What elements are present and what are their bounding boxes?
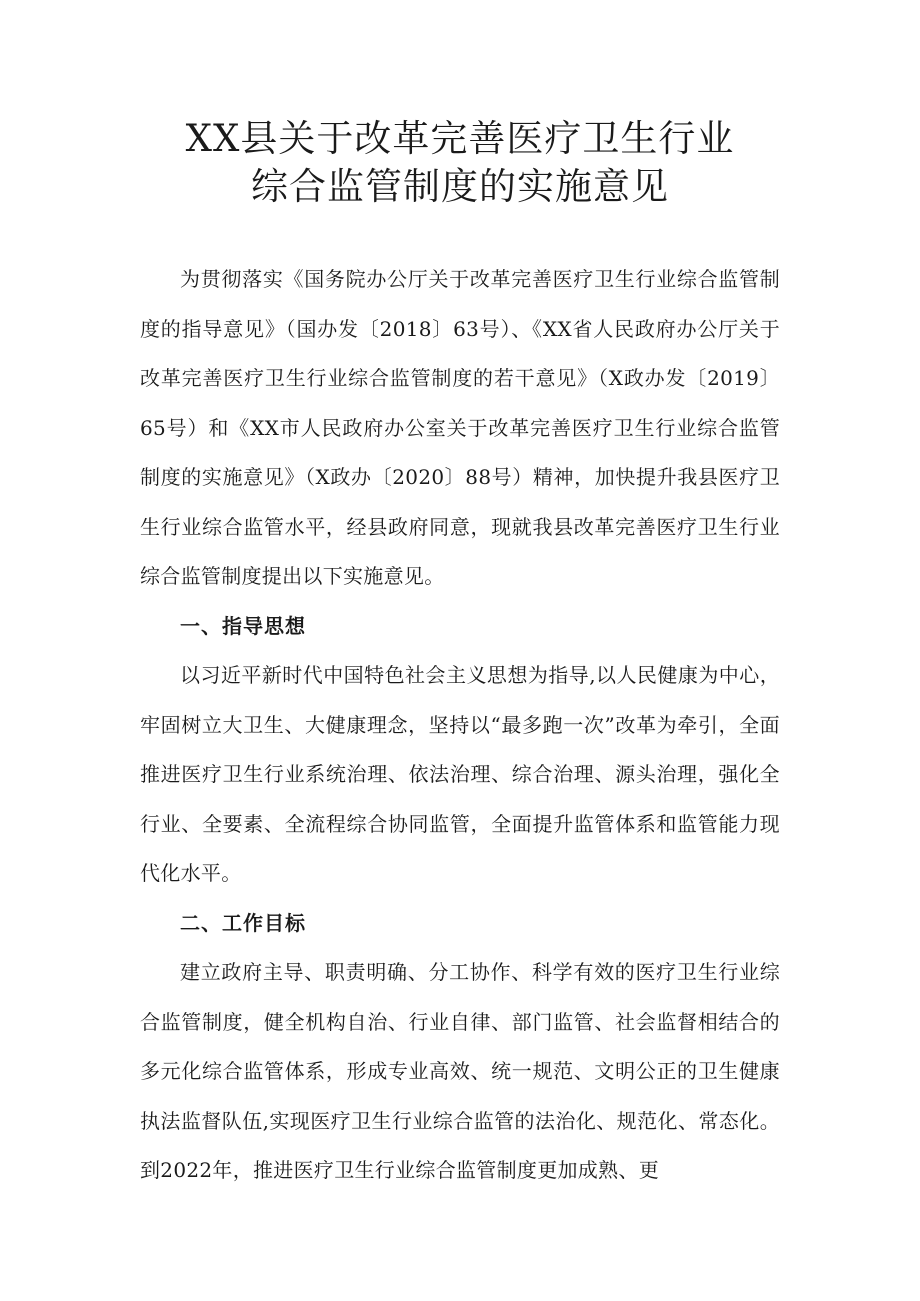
section-heading-work-goals: 二、工作目标 — [180, 910, 306, 935]
intro-paragraph: 为贯彻落实《国务院办公厅关于改革完善医疗卫生行业综合监管制度的指导意见》（国办发〔2018〕63号）、《XX省人民政府办公厅关于改革完善医疗卫生行业综合监管制度的若干意见》（X政办发〔2019〕65号）和《XX市人民政府办公室关于改革完善医疗卫生行业综合监管制度的实施意见》（X政办〔2020〕88号）精神，加快提升我县医疗卫生行业综合监管水平，经县政府同意，现就我县改革完善医疗卫生行业综合监管制度提出以下实施意见。 — [140, 267, 780, 588]
section-paragraph-work-goals: 建立政府主导、职责明确、分工协作、科学有效的医疗卫生行业综合监管制度，健全机构自治、行业自律、部门监管、社会监督相结合的多元化综合监管体系，形成专业高效、统一规范、文明公正的卫生健康执法监督队伍,实现医疗卫生行业综合监管的法治化、规范化、常态化。到2022年，推进医疗卫生行业综合监管制度更加成熟、更 — [140, 960, 780, 1182]
section-paragraph-guiding-ideology: 以习近平新时代中国特色社会主义思想为指导,以人民健康为中心，牢固树立大卫生、大健康理念，坚持以“最多跑一次”改革为牵引，全面推进医疗卫生行业系统治理、依法治理、综合治理、源头治理，强化全行业、全要素、全流程综合协同监管，全面提升监管体系和监管能力现代化水平。 — [140, 663, 780, 885]
document-title-line-1: XX县关于改革完善医疗卫生行业 — [185, 117, 735, 160]
document-body — [140, 255, 780, 1196]
document-title-line-2: 综合监管制度的实施意见 — [251, 165, 669, 208]
section-heading-guiding-ideology: 一、指导思想 — [180, 613, 306, 638]
